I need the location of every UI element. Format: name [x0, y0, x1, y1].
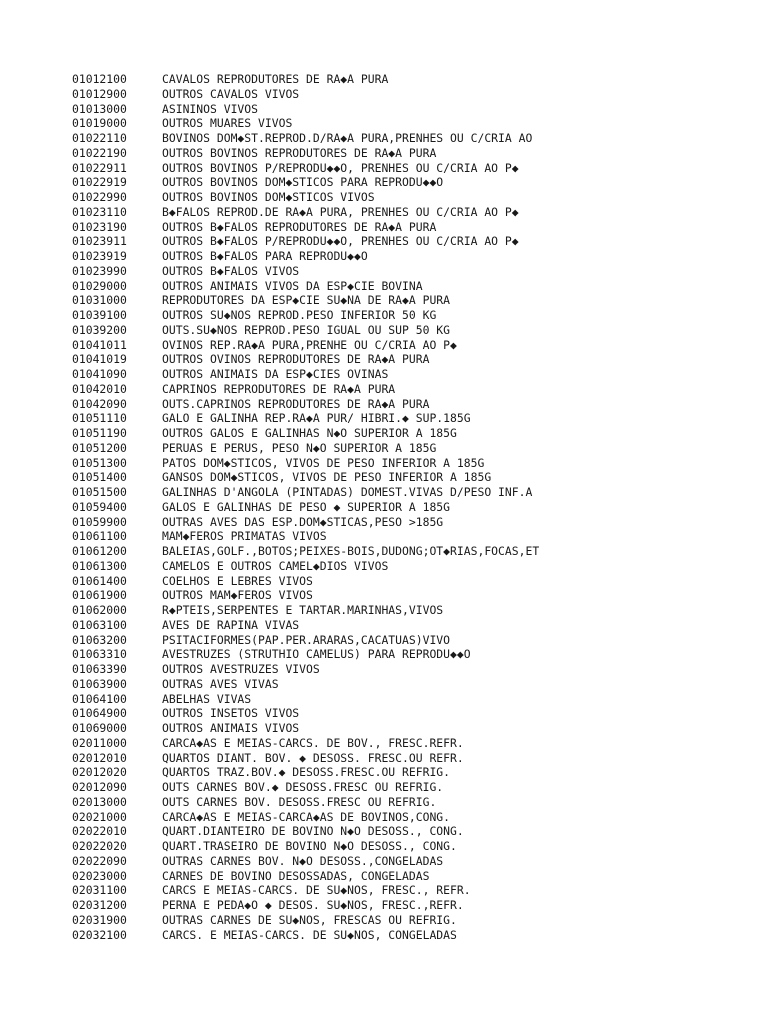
list-item — [72, 736, 539, 751]
list-item — [72, 721, 539, 736]
list-item — [72, 559, 539, 574]
item-description: QUART.TRASEIRO DE BOVINO N◆O DESOSS., CONG. — [162, 839, 457, 853]
item-description: AVES DE RAPINA VIVAS — [162, 617, 300, 632]
item-code: 01019000 — [72, 116, 127, 131]
list-item — [72, 795, 539, 810]
item-code: 02012010 — [72, 750, 127, 765]
item-code: 01023990 — [72, 263, 127, 278]
list-item — [72, 397, 539, 412]
item-code: 02031200 — [72, 898, 127, 912]
item-code: 01064100 — [72, 691, 127, 706]
item-description: COELHOS E LEBRES VIVOS — [162, 573, 313, 588]
item-description: OUTRAS AVES VIVAS — [162, 676, 279, 691]
item-code: 01061200 — [72, 544, 127, 558]
item-code: 01069000 — [72, 721, 127, 735]
item-code: 01022990 — [72, 190, 127, 204]
list-item — [72, 426, 539, 441]
item-description: CARCS. E MEIAS-CARCS. DE SU◆NOS, CONGELADAS — [162, 927, 457, 942]
item-code: 01022911 — [72, 160, 127, 175]
item-description: OUTRAS CARNES DE SU◆NOS, FRESCAS OU REFRIG. — [162, 912, 457, 927]
list-item — [72, 898, 539, 913]
item-description: OUTRAS AVES DAS ESP.DOM◆STICAS,PESO >185G — [162, 514, 444, 529]
list-item — [72, 146, 539, 161]
code-list — [72, 72, 539, 942]
list-item — [72, 441, 539, 456]
item-description: CAMELOS E OUTROS CAMEL◆DIOS VIVOS — [162, 558, 389, 573]
item-code: 01012100 — [72, 72, 127, 86]
list-item — [72, 161, 539, 176]
item-code: 01013000 — [72, 101, 127, 116]
item-description: GALO E GALINHA REP.RA◆A PUR/ HIBRI.◆ SUP.185G — [162, 411, 471, 426]
item-description: B◆FALOS REPROD.DE RA◆A PURA, PRENHES OU C/CRIA AO P◆ — [162, 204, 519, 219]
item-description: GALINHAS D'ANGOLA (PINTADAS) DOMEST.VIVAS D/PESO INF.A — [162, 485, 533, 499]
list-item — [72, 854, 539, 869]
item-code: 01051500 — [72, 485, 127, 499]
list-item — [72, 913, 539, 928]
item-description: BALEIAS,GOLF.,BOTOS;PEIXES-BOIS,DUDONG;OT◆RIAS,FOCAS,ET — [162, 544, 540, 558]
item-code: 01022919 — [72, 175, 127, 190]
list-item — [72, 662, 539, 677]
list-item — [72, 515, 539, 530]
list-item — [72, 308, 539, 323]
item-code: 01059400 — [72, 499, 127, 514]
list-item — [72, 500, 539, 515]
item-description: CARNES DE BOVINO DESOSSADAS, CONGELADAS — [162, 868, 430, 883]
item-code: 01059900 — [72, 514, 127, 529]
list-item — [72, 529, 539, 544]
item-description: QUART.DIANTEIRO DE BOVINO N◆O DESOSS., CONG. — [162, 824, 464, 839]
item-code: 02031100 — [72, 883, 127, 898]
item-description: CAPRINOS REPRODUTORES DE RA◆A PURA — [162, 381, 396, 396]
item-description: OUTROS BOVINOS DOM◆STICOS PARA REPRODU◆◆O — [162, 175, 444, 190]
item-description: ABELHAS VIVAS — [162, 691, 252, 706]
item-code: 01023190 — [72, 219, 127, 234]
item-code: 01023919 — [72, 249, 127, 263]
item-code: 01051400 — [72, 470, 127, 485]
item-description: OUTROS B◆FALOS REPRODUTORES DE RA◆A PURA — [162, 219, 437, 234]
item-description: OUTROS ANIMAIS VIVOS — [162, 721, 300, 735]
item-code: 01051300 — [72, 455, 127, 470]
list-item — [72, 249, 539, 264]
list-item — [72, 72, 539, 87]
list-item — [72, 824, 539, 839]
item-description: CAVALOS REPRODUTORES DE RA◆A PURA — [162, 72, 389, 86]
list-item — [72, 706, 539, 721]
list-item — [72, 87, 539, 102]
item-code: 01041019 — [72, 352, 127, 367]
list-item — [72, 810, 539, 825]
item-code: 01063100 — [72, 617, 127, 632]
list-item — [72, 677, 539, 692]
item-code: 01064900 — [72, 706, 127, 721]
list-item — [72, 190, 539, 205]
item-code: 02012090 — [72, 780, 127, 794]
item-description: OUTROS BOVINOS DOM◆STICOS VIVOS — [162, 190, 375, 204]
list-item — [72, 839, 539, 854]
list-item — [72, 751, 539, 766]
list-item — [72, 116, 539, 131]
list-item — [72, 279, 539, 294]
item-code: 01063200 — [72, 632, 127, 647]
item-code: 02013000 — [72, 794, 127, 809]
item-description: OUTROS INSETOS VIVOS — [162, 706, 300, 721]
list-item — [72, 131, 539, 146]
item-description: CARCA◆AS E MEIAS-CARCA◆AS DE BOVINOS,CONG. — [162, 809, 451, 824]
item-description: OUTROS B◆FALOS VIVOS — [162, 263, 300, 278]
item-description: CARCS E MEIAS-CARCS. DE SU◆NOS, FRESC., REFR. — [162, 883, 471, 898]
item-code: 01063310 — [72, 647, 127, 662]
item-description: OUTROS GALOS E GALINHAS N◆O SUPERIOR A 185G — [162, 426, 457, 440]
item-description: OUTROS CAVALOS VIVOS — [162, 86, 300, 101]
item-code: 01051110 — [72, 411, 127, 426]
list-item — [72, 470, 539, 485]
list-item — [72, 323, 539, 338]
item-description: OUTS CARNES BOV. DESOSS.FRESC OU REFRIG. — [162, 794, 437, 809]
item-description: OUTROS B◆FALOS P/REPRODU◆◆O, PRENHES OU C/CRIA AO P◆ — [162, 234, 519, 249]
item-description: PSITACIFORMES(PAP.PER.ARARAS,CACATUAS)VIVO — [162, 632, 451, 647]
item-description: OUTROS BOVINOS REPRODUTORES DE RA◆A PURA — [162, 145, 437, 160]
item-code: 01041011 — [72, 337, 127, 352]
list-item — [72, 411, 539, 426]
item-code: 01061300 — [72, 558, 127, 573]
item-description: OUTROS ANIMAIS DA ESP◆CIES OVINAS — [162, 367, 389, 381]
item-code: 02022010 — [72, 824, 127, 839]
list-item — [72, 264, 539, 279]
list-item — [72, 352, 539, 367]
item-code: 01061400 — [72, 573, 127, 588]
item-code: 02031900 — [72, 912, 127, 927]
item-description: CARCA◆AS E MEIAS-CARCS. DE BOV., FRESC.REFR. — [162, 735, 464, 750]
item-code: 02022090 — [72, 853, 127, 868]
item-description: OUTROS BOVINOS P/REPRODU◆◆O, PRENHES OU C/CRIA AO P◆ — [162, 160, 519, 175]
list-item — [72, 338, 539, 353]
item-description: BOVINOS DOM◆ST.REPROD.D/RA◆A PURA,PRENHES OU C/CRIA AO — [162, 131, 533, 145]
item-description: OUTROS B◆FALOS PARA REPRODU◆◆O — [162, 249, 368, 263]
item-code: 01042090 — [72, 396, 127, 411]
item-code: 02022020 — [72, 839, 127, 853]
item-code: 01051190 — [72, 426, 127, 440]
item-code: 02032100 — [72, 927, 127, 942]
list-item — [72, 869, 539, 884]
item-code: 01031000 — [72, 293, 127, 308]
list-item — [72, 293, 539, 308]
list-item — [72, 574, 539, 589]
item-code: 01012900 — [72, 86, 127, 101]
item-description: OVINOS REP.RA◆A PURA,PRENHE OU C/CRIA AO P◆ — [162, 337, 457, 352]
item-description: OUTROS MUARES VIVOS — [162, 116, 293, 131]
list-item — [72, 205, 539, 220]
item-description: R◆PTEIS,SERPENTES E TARTAR.MARINHAS,VIVOS — [162, 603, 444, 617]
item-description: OUTROS OVINOS REPRODUTORES DE RA◆A PURA — [162, 352, 430, 367]
list-item — [72, 220, 539, 235]
item-description: OUTRAS CARNES BOV. N◆O DESOSS.,CONGELADAS — [162, 853, 444, 868]
item-code: 01061900 — [72, 588, 127, 603]
list-item — [72, 588, 539, 603]
list-item — [72, 618, 539, 633]
item-code: 02023000 — [72, 868, 127, 883]
item-description: OUTROS ANIMAIS VIVOS DA ESP◆CIE BOVINA — [162, 278, 423, 293]
item-description: PERUAS E PERUS, PESO N◆O SUPERIOR A 185G — [162, 440, 437, 455]
item-code: 01063900 — [72, 676, 127, 691]
list-item — [72, 633, 539, 648]
item-description: OUTROS MAM◆FEROS VIVOS — [162, 588, 313, 603]
item-description: MAM◆FEROS PRIMATAS VIVOS — [162, 529, 327, 544]
list-item — [72, 102, 539, 117]
item-description: OUTS.SU◆NOS REPROD.PESO IGUAL OU SUP 50 KG — [162, 322, 451, 337]
item-code: 01062000 — [72, 603, 127, 617]
list-item — [72, 692, 539, 707]
list-item — [72, 544, 539, 559]
item-code: 01061100 — [72, 529, 127, 544]
item-code: 01039100 — [72, 308, 127, 322]
item-code: 01051200 — [72, 440, 127, 455]
item-description: OUTS CARNES BOV.◆ DESOSS.FRESC OU REFRIG. — [162, 780, 444, 794]
list-item — [72, 765, 539, 780]
item-code: 01039200 — [72, 322, 127, 337]
item-description: QUARTOS TRAZ.BOV.◆ DESOSS.FRESC.OU REFRIG. — [162, 765, 451, 780]
list-item — [72, 175, 539, 190]
item-description: AVESTRUZES (STRUTHIO CAMELUS) PARA REPRODU◆◆O — [162, 647, 471, 662]
item-code: 01023911 — [72, 234, 127, 249]
list-item — [72, 234, 539, 249]
list-item — [72, 382, 539, 397]
list-item — [72, 928, 539, 943]
item-description: OUTS.CAPRINOS REPRODUTORES DE RA◆A PURA — [162, 396, 430, 411]
item-description: OUTROS AVESTRUZES VIVOS — [162, 662, 320, 676]
item-description: REPRODUTORES DA ESP◆CIE SU◆NA DE RA◆A PURA — [162, 293, 451, 308]
item-code: 02012020 — [72, 765, 127, 780]
item-code: 02011000 — [72, 735, 127, 750]
item-code: 01023110 — [72, 204, 127, 219]
item-description: ASININOS VIVOS — [162, 101, 259, 116]
item-description: PATOS DOM◆STICOS, VIVOS DE PESO INFERIOR A 185G — [162, 455, 485, 470]
list-item — [72, 780, 539, 795]
item-description: QUARTOS DIANT. BOV. ◆ DESOSS. FRESC.OU REFR. — [162, 750, 464, 765]
item-description: OUTROS SU◆NOS REPROD.PESO INFERIOR 50 KG — [162, 308, 437, 322]
item-code: 01063390 — [72, 662, 127, 676]
list-item — [72, 883, 539, 898]
item-description: GALOS E GALINHAS DE PESO ◆ SUPERIOR A 185G — [162, 499, 451, 514]
item-code: 01041090 — [72, 367, 127, 381]
item-code: 01042010 — [72, 381, 127, 396]
list-item — [72, 485, 539, 500]
list-item — [72, 647, 539, 662]
item-code: 01029000 — [72, 278, 127, 293]
item-code: 01022190 — [72, 145, 127, 160]
list-item — [72, 367, 539, 382]
list-item — [72, 603, 539, 618]
item-description: PERNA E PEDA◆O ◆ DESOS. SU◆NOS, FRESC.,REFR. — [162, 898, 464, 912]
item-code: 02021000 — [72, 809, 127, 824]
list-item — [72, 456, 539, 471]
item-code: 01022110 — [72, 131, 127, 145]
item-description: GANSOS DOM◆STICOS, VIVOS DE PESO INFERIOR A 185G — [162, 470, 492, 485]
